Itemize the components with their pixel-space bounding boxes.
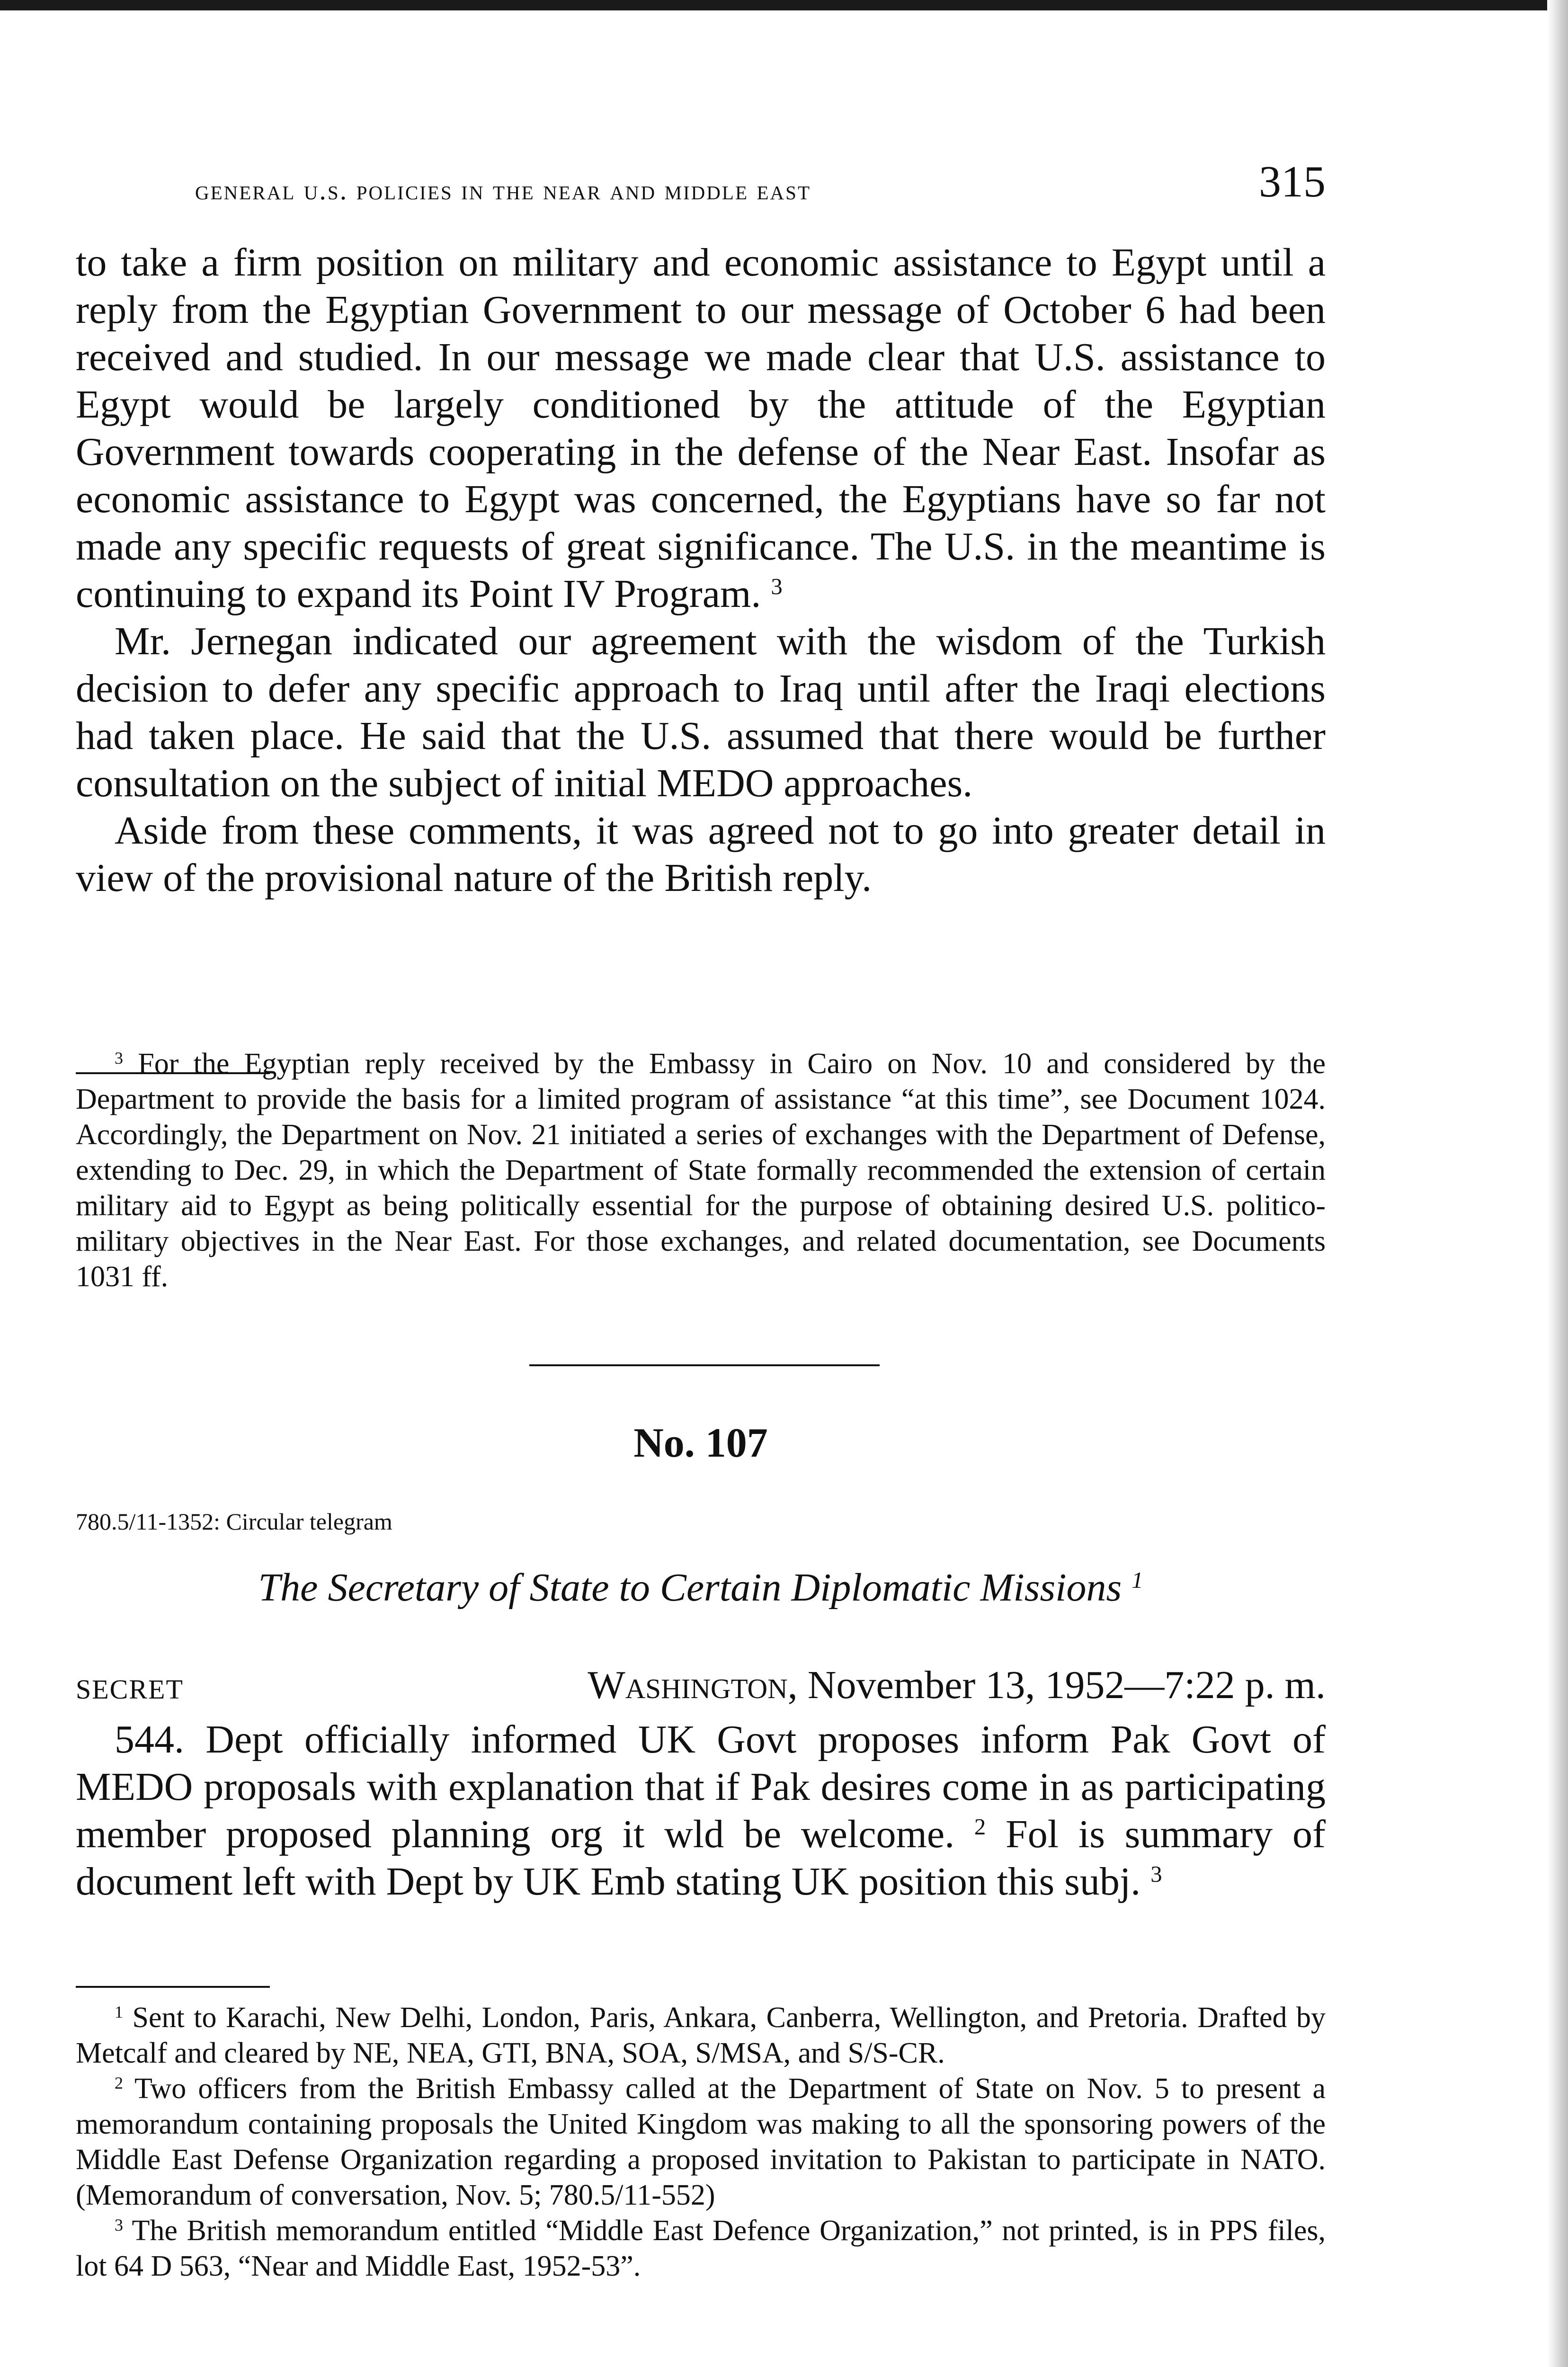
- continuation-text: [76, 239, 1326, 902]
- continuation-paragraph-3: Aside from these comments, it was agreed not to go into greater detail in view of the provisional nature of the British reply.: [76, 809, 1326, 900]
- classification: SECRET: [76, 1674, 184, 1705]
- telegram-text: 544. Dept officially informed UK Govt proposes inform Pak Govt of MEDO proposals with explanation that if Pak desires come in as participating member proposed planning org it wld be welcome.: [76, 1717, 1326, 1856]
- date-time: , November 13, 1952—7:22 p. m.: [787, 1663, 1326, 1707]
- continuation-paragraph-1: [76, 239, 1326, 618]
- document-title-text: The Secretary of State to Certain Diplomatic Missions: [258, 1566, 1122, 1610]
- footnote-marker: 2: [115, 2073, 123, 2093]
- book-page: [76, 0, 1326, 2367]
- running-head: [76, 156, 1326, 208]
- footnote-rule-bottom: [76, 1986, 270, 1988]
- continuation-paragraph-2: Mr. Jernegan indicated our agreement with the wisdom of the Turkish decision to defer any specific approach to Iraq until after the Iraqi elections had taken place. He said that the U.S. assumed that there would be further consultation on the subject of initial MEDO approaches.: [76, 619, 1326, 805]
- footnote-marker: 1: [115, 2002, 123, 2022]
- running-title: general u.s. policies in the near and middle east: [195, 175, 811, 205]
- footnotes-top: [76, 1046, 1326, 1295]
- file-reference: 780.5/11-1352: Circular telegram: [76, 1508, 392, 1535]
- document-number: No. 107: [633, 1420, 768, 1466]
- telegram-body: [76, 1716, 1326, 1905]
- page-number: 315: [1259, 157, 1326, 206]
- footnote-marker: 2: [974, 1814, 986, 1840]
- scan-right-edge: [1547, 0, 1568, 2367]
- place: Washington: [588, 1663, 788, 1707]
- place-and-date: [588, 1662, 1326, 1708]
- footnote-text: Two officers from the British Embassy called at the Department of State on Nov. 5 to present a memorandum containing proposals the United Kingdom was making to all the sponsoring powers of the Middle East Defense Organization regarding a proposed invitation to Pakistan to participate in NATO. (Memorandum of conversation, Nov. 5; 780.5/11-552): [76, 2073, 1326, 2211]
- footnote-marker: 3: [1150, 1861, 1162, 1887]
- footnote-marker: 3: [771, 574, 783, 600]
- footnote-3-previous-document: [76, 1046, 1326, 1295]
- footnote-text: For the Egyptian reply received by the Embassy in Cairo on Nov. 10 and considered by the Department to provide the basis for a limited program of assistance “at this time”, see Document 1024. Accordingly, the Department on Nov. 21 initiated a series of exchanges with the Department of Defense, extending to Dec. 29, in which the Department of State formally recommended the extension of certain military aid to Egypt as being politically essential for the purpose of obtaining desired U.S. politico-military objectives in the Near East. For those exchanges, and related documentation, see Documents 1031 ff.: [76, 1048, 1326, 1293]
- footnote-2: [76, 2071, 1326, 2213]
- telegram-paragraph: [76, 1716, 1326, 1905]
- footnotes-bottom: [76, 2000, 1326, 2284]
- telegram-text-continued: Fol is summary of document left with Dept by UK Emb stating UK position this subj.: [76, 1812, 1326, 1904]
- document-separator-rule: [529, 1364, 880, 1366]
- footnote-marker: 3: [115, 2216, 123, 2235]
- document-title: [76, 1565, 1326, 1611]
- footnote-marker: 3: [115, 1049, 123, 1068]
- paragraph-text: to take a firm position on military and economic assistance to Egypt until a reply from the Egyptian Government to our message of October 6 had been received and studied. In our message we made clear that U.S. assistance to Egypt would be largely conditioned by the attitude of the Egyptian Government towards cooperating in the defense of the Near East. Insofar as economic assistance to Egypt was concerned, the Egyptians have so far not made any specific requests of great significance. The U.S. in the meantime is continuing to expand its Point IV Program.: [76, 240, 1326, 616]
- footnote-text: Sent to Karachi, New Delhi, London, Paris, Ankara, Canberra, Wellington, and Pretoria. Drafted by Metcalf and cleared by NE, NEA, GTI, BNA, SOA, S/MSA, and S/S-CR.: [76, 2002, 1326, 2069]
- footnote-1: [76, 2000, 1326, 2071]
- footnote-3: [76, 2213, 1326, 2284]
- dateline: [76, 1661, 1326, 1708]
- footnote-text: The British memorandum entitled “Middle East Defence Organization,” not printed, is in PPS files, lot 64 D 563, “Near and Middle East, 1952-53”.: [76, 2215, 1326, 2282]
- footnote-marker: 1: [1131, 1567, 1143, 1593]
